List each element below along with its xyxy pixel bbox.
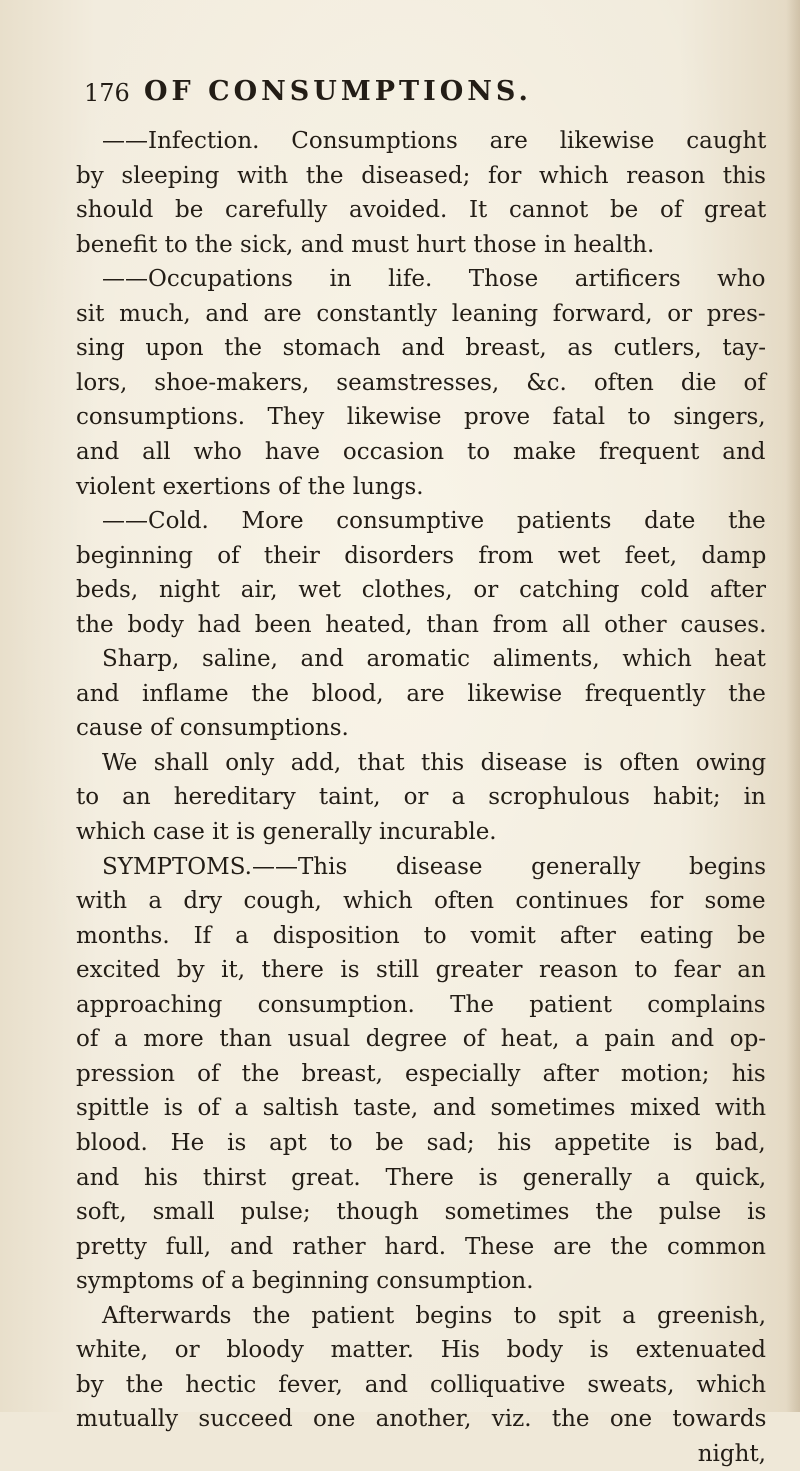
page-edge-shadow (786, 0, 800, 1412)
text-line: pretty full, and rather hard. These are the common (76, 1234, 766, 1260)
running-head: OF CONSUMPTIONS. (144, 76, 532, 107)
text-line: lors, shoe-makers, seamstresses, &c. often die of (76, 370, 766, 396)
text-line: and all who have occasion to make frequent and (76, 439, 766, 465)
text-line: pression of the breast, especially after motion; his (76, 1061, 766, 1087)
text-line: of a more than usual degree of heat, a pain and op- (76, 1026, 767, 1052)
text-line: mutually succeed one another, viz. the one towards (76, 1406, 767, 1432)
text-line: Afterwards the patient begins to spit a greenish, (102, 1303, 767, 1329)
text-line: ——Infection. Consumptions are likewise caught (102, 128, 767, 154)
text-line: with a dry cough, which often continues for some (76, 888, 766, 914)
text-line: and his thirst great. There is generally a quick, (76, 1165, 767, 1191)
text-line: sit much, and are constantly leaning forward, or pres- (76, 301, 766, 327)
text-line: blood. He is apt to be sad; his appetite is bad, (76, 1130, 766, 1156)
page-header (84, 76, 764, 116)
text-line: approaching consumption. The patient complains (76, 992, 766, 1018)
text-line: soft, small pulse; though sometimes the pulse is (76, 1199, 767, 1225)
text-line: excited by it, there is still greater reason to fear an (76, 957, 766, 983)
text-line: ——Cold. More consumptive patients date the (102, 508, 766, 534)
text-line: beds, night air, wet clothes, or catching cold after (76, 577, 767, 603)
text-line: violent exertions of the lungs. (76, 474, 424, 500)
text-line: SYMPTOMS.——This disease generally begins (102, 854, 767, 880)
text-line: which case it is generally incurable. (76, 819, 497, 845)
text-line: by sleeping with the diseased; for which reason this (76, 163, 766, 189)
text-line: sing upon the stomach and breast, as cutlers, tay- (76, 335, 767, 361)
text-line: beginning of their disorders from wet feet, damp (76, 543, 767, 569)
text-line: night, (697, 1441, 766, 1467)
text-line: ——Occupations in life. Those artificers who (102, 266, 766, 292)
text-line: by the hectic fever, and colliquative sweats, which (76, 1372, 767, 1398)
text-line: to an hereditary taint, or a scrophulous habit; in (76, 784, 766, 810)
text-line: the body had been heated, than from all other causes. (76, 612, 767, 638)
text-line: consumptions. They likewise prove fatal to singers, (76, 404, 766, 430)
text-line: spittle is of a saltish taste, and sometimes mixed with (76, 1095, 767, 1121)
text-line: should be carefully avoided. It cannot be of great (76, 197, 767, 223)
text-line: symptoms of a beginning consumption. (76, 1268, 534, 1294)
text-line: Sharp, saline, and aromatic aliments, which heat (102, 646, 766, 672)
text-line: months. If a disposition to vomit after eating be (76, 923, 766, 949)
text-line: cause of consumptions. (76, 715, 349, 741)
text-line: white, or bloody matter. His body is extenuated (76, 1337, 766, 1363)
text-line: and inflame the blood, are likewise frequently the (76, 681, 766, 707)
text-line: benefit to the sick, and must hurt those in health. (76, 232, 655, 258)
text-line: We shall only add, that this disease is often owing (102, 750, 767, 776)
page-number: 176 (84, 79, 130, 107)
